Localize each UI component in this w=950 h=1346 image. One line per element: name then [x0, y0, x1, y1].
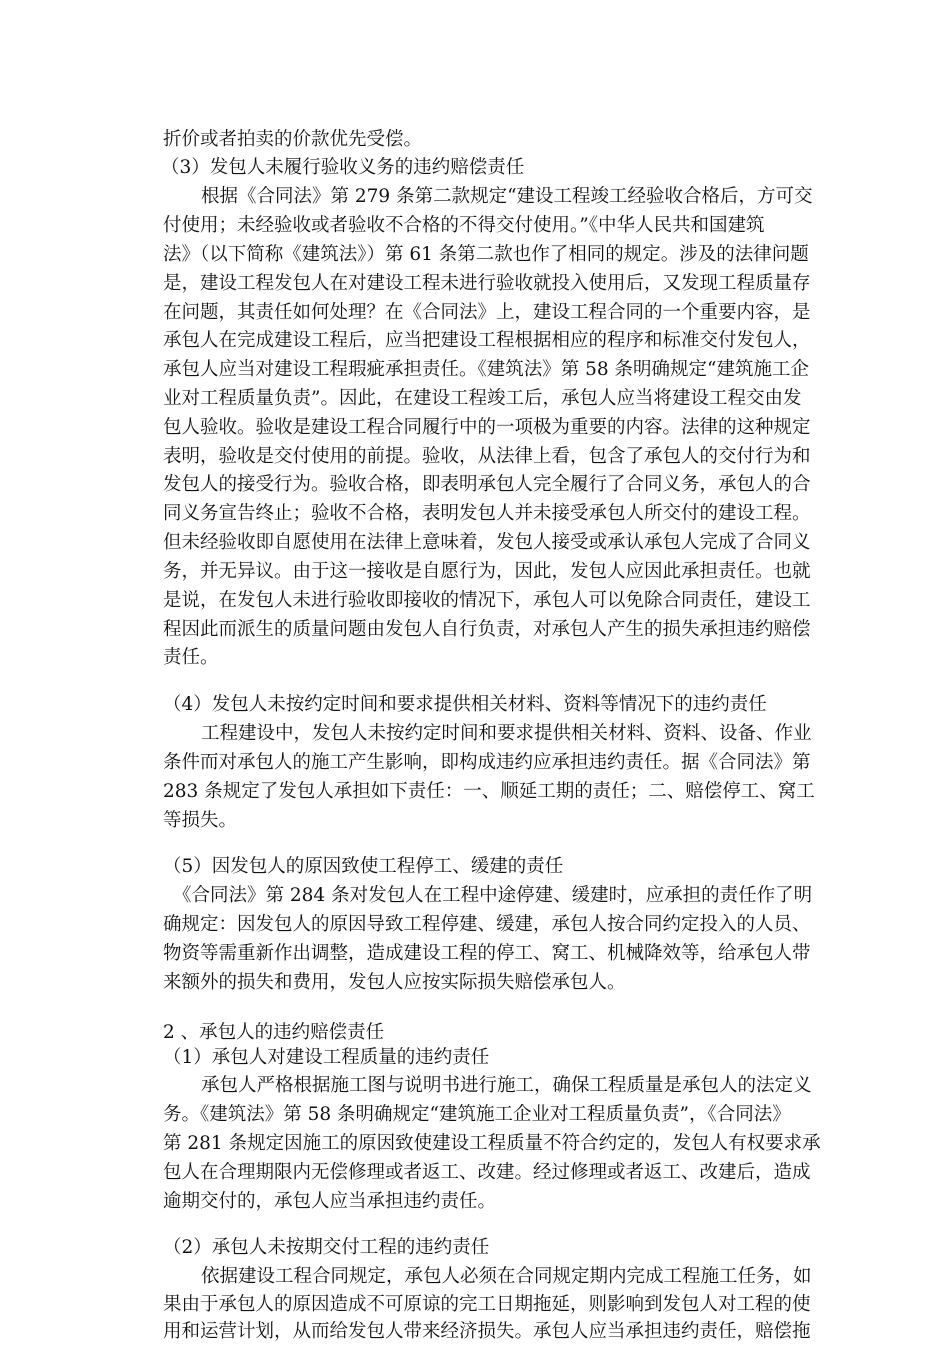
text-line: 务，并无异议。由于这一接收是自愿行为，因此，发包人应因此承担责任。也就: [163, 561, 811, 582]
text-line: 表明，验收是交付使用的前提。验收，从法律上看，包含了承包人的交付行为和: [163, 446, 811, 467]
section-heading: （2）承包人未按期交付工程的违约责任: [163, 1237, 490, 1258]
text-line: 包人验收。验收是建设工程合同履行中的一项极为重要的内容。法律的这种规定: [163, 417, 811, 438]
text-line: 确规定：因发包人的原因导致工程停建、缓建，承包人按合同约定投入的人员、: [163, 914, 811, 935]
text-line: 承包人应当对建设工程瑕疵承担责任。《建筑法》第 58 条明确规定“建筑施工企: [163, 359, 810, 380]
text-line: 283 条规定了发包人承担如下责任：一、顺延工期的责任；二、赔偿停工、窝工: [163, 781, 815, 802]
text-line: 业对工程质量负责”。因此，在建设工程竣工后，承包人应当将建设工程交由发: [163, 388, 802, 409]
text-line: 来额外的损失和费用，发包人应按实际损失赔偿承包人。: [163, 972, 626, 993]
section-heading: （3）发包人未履行验收义务的违约赔偿责任: [161, 157, 525, 178]
text-line: 但未经验收即自愿使用在法律上意味着，发包人接受或承认承包人完成了合同义: [163, 532, 811, 553]
text-line: 物资等需重新作出调整，造成建设工程的停工、窝工、机械降效等，给承包人带: [163, 943, 811, 964]
text-line: 根据《合同法》第 279 条第二款规定“建设工程竣工经验收合格后，方可交: [201, 186, 813, 207]
text-line: 发包人的接受行为。验收合格，即表明承包人完全履行了合同义务，承包人的合: [163, 474, 811, 495]
text-line: 程因此而派生的质量问题由发包人自行负责，对承包人产生的损失承担违约赔偿: [163, 619, 811, 640]
text-line: 是说，在发包人未进行验收即接收的情况下，承包人可以免除合同责任，建设工: [163, 590, 811, 611]
text-line: 逾期交付的，承包人应当承担违约责任。: [163, 1191, 497, 1212]
text-line: 果由于承包人的原因造成不可原谅的完工日期拖延，则影响到发包人对工程的使: [163, 1294, 811, 1315]
text-line: 依据建设工程合同规定，承包人必须在合同规定期内完成工程施工任务，如: [201, 1266, 812, 1287]
section-heading: （5）因发包人的原因致使工程停工、缓建的责任: [163, 856, 564, 877]
text-line: 第 281 条规定因施工的原因致使建设工程质量不符合约定的，发包人有权要求承: [163, 1133, 821, 1154]
text-line: 是，建设工程发包人在对建设工程未进行验收就投入使用后，又发现工程质量存: [163, 273, 811, 294]
text-line: 用和运营计划，从而给发包人带来经济损失。承包人应当承担违约责任，赔偿拖: [163, 1321, 811, 1342]
text-line: 同义务宣告终止；验收不合格，表明发包人并未接受承包人所交付的建设工程。: [163, 503, 811, 524]
text-line: 承包人严格根据施工图与说明书进行施工，确保工程质量是承包人的法定义: [201, 1075, 812, 1096]
text-line: 在问题，其责任如何处理？在《合同法》上，建设工程合同的一个重要内容，是: [163, 302, 811, 323]
text-line: 包人在合理期限内无偿修理或者返工、改建。经过修理或者返工、改建后，造成: [163, 1162, 811, 1183]
text-line: 等损失。: [163, 810, 238, 831]
section-heading: （4）发包人未按约定时间和要求提供相关材料、资料等情况下的违约责任: [163, 694, 767, 715]
text-line: 责任。: [163, 647, 219, 668]
text-line: 工程建设中，发包人未按约定时间和要求提供相关材料、资料、设备、作业: [201, 723, 812, 744]
text-line: 务。《建筑法》第 58 条明确规定“建筑施工企业对工程质量负责”，《合同法》: [163, 1104, 791, 1125]
text-line: 折价或者拍卖的价款优先受偿。: [163, 129, 423, 150]
text-line: 承包人在完成建设工程后，应当把建设工程根据相应的程序和标准交付发包人，: [163, 330, 811, 351]
text-line: 付使用；未经验收或者验收不合格的不得交付使用。”《中华人民共和国建筑: [163, 215, 765, 236]
text-line: 《合同法》第 284 条对发包人在工程中途停建、缓建时，应承担的责任作了明: [173, 885, 813, 906]
text-line: 法》（以下简称《建筑法》）第 61 条第二款也作了相同的规定。涉及的法律问题: [163, 244, 809, 265]
text-line: 条件而对承包人的施工产生影响，即构成违约应承担违约责任。据《合同法》第: [163, 752, 811, 773]
section-heading: 2 、承包人的违约赔偿责任: [163, 1022, 385, 1043]
section-heading: （1）承包人对建设工程质量的违约责任: [163, 1047, 490, 1068]
